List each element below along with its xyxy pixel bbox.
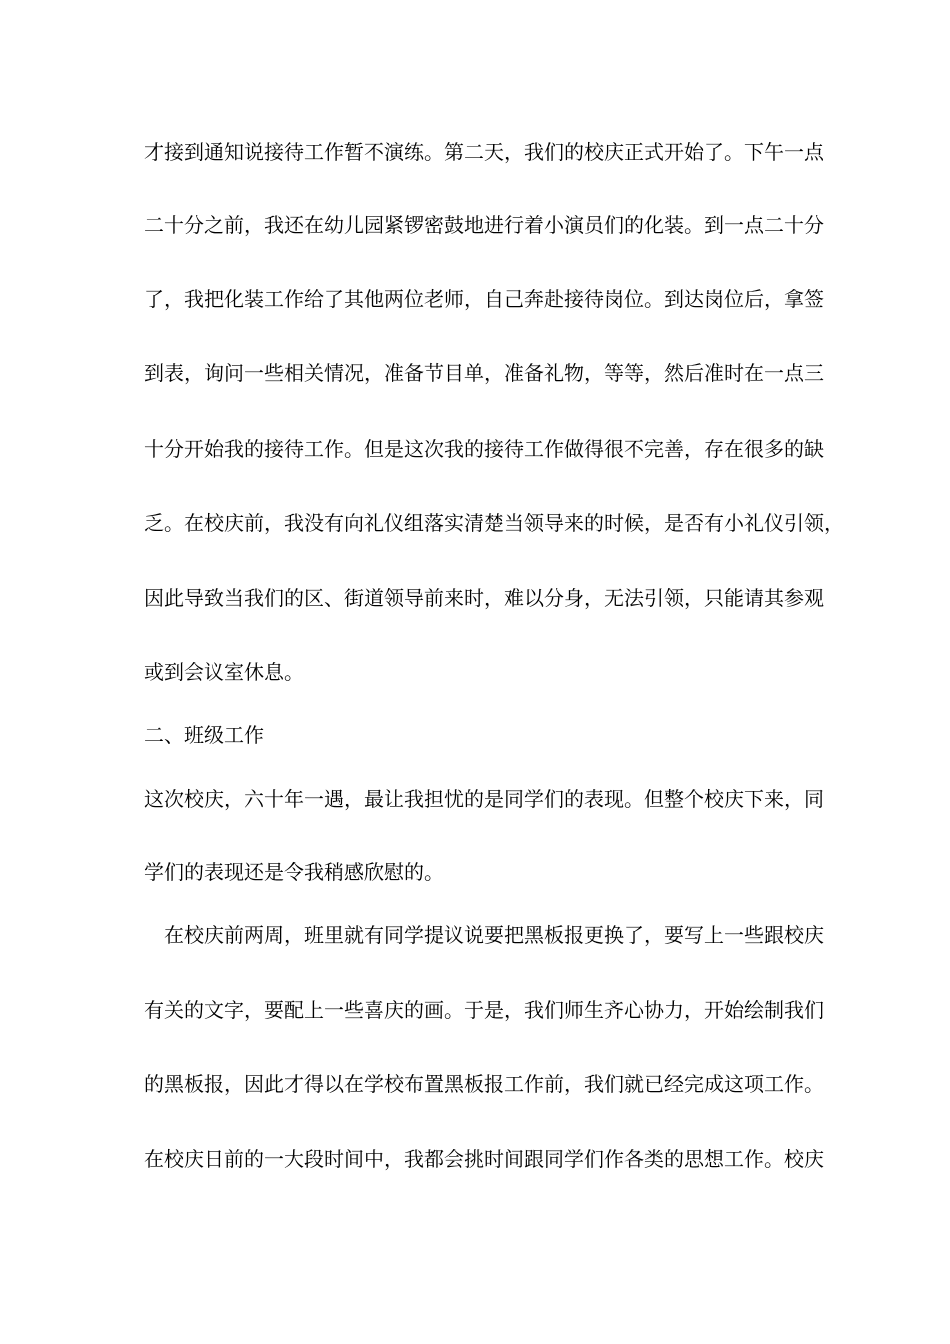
text-line: 学们的表现还是令我稍感欣慰的。 — [144, 860, 444, 884]
text-line: 的黑板报，因此才得以在学校布置黑板报工作前，我们就已经完成这项工作。 — [144, 1072, 824, 1096]
text-line: 在校庆前两周，班里就有同学提议说要把黑板报更换了，要写上一些跟校庆 — [144, 923, 824, 947]
text-line: 在校庆日前的一大段时间中，我都会挑时间跟同学们作各类的思想工作。校庆 — [144, 1147, 824, 1171]
text-line: 这次校庆，六十年一遇，最让我担忧的是同学们的表现。但整个校庆下来，同 — [144, 787, 824, 811]
text-line: 才接到通知说接待工作暂不演练。第二天，我们的校庆正式开始了。下午一点 — [144, 140, 824, 164]
section-heading: 二、班级工作 — [144, 723, 264, 747]
text-line: 因此导致当我们的区、街道领导前来时，难以分身，无法引领，只能请其参观 — [144, 586, 824, 610]
text-line: 或到会议室休息。 — [144, 660, 304, 684]
text-line: 二十分之前，我还在幼儿园紧锣密鼓地进行着小演员们的化装。到一点二十分 — [144, 213, 824, 237]
text-line: 到表，询问一些相关情况，准备节目单，准备礼物，等等，然后准时在一点三 — [144, 361, 824, 385]
text-line: 有关的文字，要配上一些喜庆的画。于是，我们师生齐心协力，开始绘制我们 — [144, 998, 824, 1022]
text-line: 乏。在校庆前，我没有向礼仪组落实清楚当领导来的时候，是否有小礼仪引领， — [144, 511, 844, 535]
text-line: 了，我把化装工作给了其他两位老师，自己奔赴接待岗位。到达岗位后，拿签 — [144, 287, 824, 311]
text-line: 十分开始我的接待工作。但是这次我的接待工作做得很不完善，存在很多的缺 — [144, 437, 824, 461]
